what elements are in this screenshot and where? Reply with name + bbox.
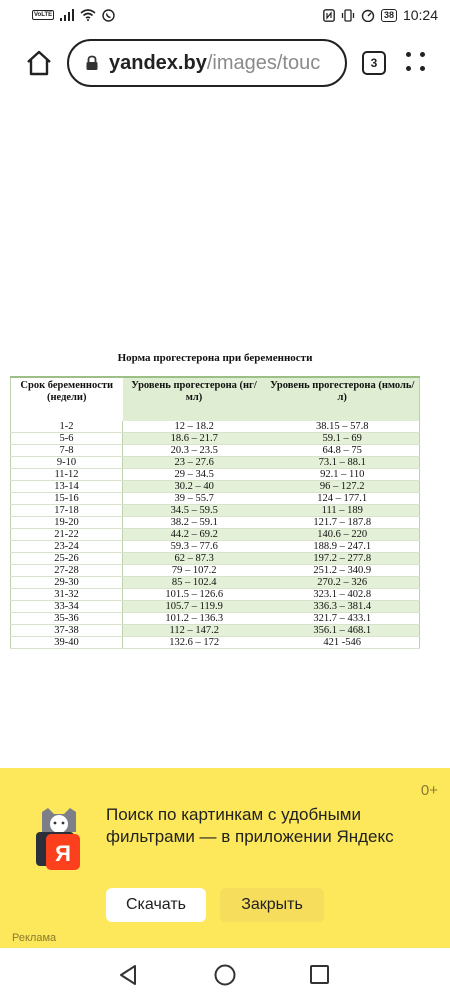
browser-toolbar bbox=[0, 30, 450, 96]
cell-nmol: 59.1 – 69 bbox=[265, 433, 419, 445]
header-nmol: Уровень прогестерона (нмоль/л) bbox=[265, 377, 419, 421]
cell-term: 23-24 bbox=[11, 541, 123, 553]
wifi-icon bbox=[80, 9, 96, 21]
url-path: /images/touc bbox=[206, 51, 321, 74]
table-row bbox=[11, 529, 420, 541]
table-row bbox=[11, 565, 420, 577]
cell-term: 13-14 bbox=[11, 481, 123, 493]
table-row bbox=[11, 601, 420, 613]
cell-ng: 112 – 147.2 bbox=[123, 625, 266, 637]
vibrate-icon bbox=[341, 9, 355, 22]
cell-ng: 29 – 34.5 bbox=[123, 469, 266, 481]
navigation-bar bbox=[0, 948, 450, 1000]
cell-nmol: 38.15 – 57.8 bbox=[265, 421, 419, 433]
cell-term: 9-10 bbox=[11, 457, 123, 469]
battery-icon: 38 bbox=[381, 9, 397, 22]
table-row bbox=[11, 541, 420, 553]
volte-indicator: VoLTE bbox=[34, 12, 53, 18]
cell-nmol: 73.1 – 88.1 bbox=[265, 457, 419, 469]
status-bar bbox=[0, 0, 450, 30]
table-body bbox=[11, 421, 420, 649]
cell-term: 5-6 bbox=[11, 433, 123, 445]
table-row bbox=[11, 505, 420, 517]
cell-ng: 34.5 – 59.5 bbox=[123, 505, 266, 517]
cell-ng: 23 – 27.6 bbox=[123, 457, 266, 469]
table-row bbox=[11, 637, 420, 649]
promo-message: Поиск по картинкам с удобными фильтрами — в приложении Яндекс bbox=[106, 805, 394, 846]
speed-icon bbox=[361, 9, 375, 22]
clock: 10:24 bbox=[402, 7, 438, 23]
cell-nmol: 124 – 177.1 bbox=[265, 493, 419, 505]
recent-apps-icon[interactable] bbox=[310, 965, 329, 984]
yandex-letter: Я bbox=[55, 841, 71, 866]
cell-nmol: 251.2 – 340.9 bbox=[265, 565, 419, 577]
cell-ng: 105.7 – 119.9 bbox=[123, 601, 266, 613]
download-button[interactable]: Скачать bbox=[106, 888, 206, 922]
table-row bbox=[11, 613, 420, 625]
table-row bbox=[11, 421, 420, 433]
table-row bbox=[11, 445, 420, 457]
cell-ng: 79 – 107.2 bbox=[123, 565, 266, 577]
cell-ng: 30.2 – 40 bbox=[123, 481, 266, 493]
cell-ng: 44.2 – 69.2 bbox=[123, 529, 266, 541]
cell-nmol: 321.7 – 433.1 bbox=[265, 613, 419, 625]
status-left bbox=[32, 9, 115, 22]
cell-nmol: 197.2 – 277.8 bbox=[265, 553, 419, 565]
cell-ng: 85 – 102.4 bbox=[123, 577, 266, 589]
cell-nmol: 140.6 – 220 bbox=[265, 529, 419, 541]
cell-term: 35-36 bbox=[11, 613, 123, 625]
cell-term: 39-40 bbox=[11, 637, 123, 649]
table-title: Норма прогестерона при беременности bbox=[117, 352, 313, 364]
ad-label: Реклама bbox=[12, 932, 57, 944]
cell-term: 19-20 bbox=[11, 517, 123, 529]
cell-nmol: 336.3 – 381.4 bbox=[265, 601, 419, 613]
cell-ng: 18.6 – 21.7 bbox=[123, 433, 266, 445]
cell-term: 21-22 bbox=[11, 529, 123, 541]
table-row bbox=[11, 457, 420, 469]
cell-ng: 59.3 – 77.6 bbox=[123, 541, 266, 553]
cell-nmol: 111 – 189 bbox=[265, 505, 419, 517]
table-row bbox=[11, 577, 420, 589]
cell-nmol: 64.8 – 75 bbox=[265, 445, 419, 457]
back-icon[interactable] bbox=[118, 964, 138, 986]
lock-icon bbox=[85, 55, 99, 71]
cell-term: 27-28 bbox=[11, 565, 123, 577]
cell-ng: 38.2 – 59.1 bbox=[123, 517, 266, 529]
cell-term: 15-16 bbox=[11, 493, 123, 505]
table-row bbox=[11, 493, 420, 505]
cell-ng: 101.2 – 136.3 bbox=[123, 613, 266, 625]
cell-nmol: 96 – 127.2 bbox=[265, 481, 419, 493]
table-row bbox=[11, 469, 420, 481]
cell-ng: 20.3 – 23.5 bbox=[123, 445, 266, 457]
age-rating: 0+ bbox=[420, 782, 438, 799]
app-promo-banner bbox=[0, 768, 450, 948]
status-right bbox=[323, 7, 438, 23]
home-icon[interactable] bbox=[24, 48, 54, 78]
cell-term: 37-38 bbox=[11, 625, 123, 637]
cell-ng: 12 – 18.2 bbox=[123, 421, 266, 433]
image-viewer[interactable] bbox=[0, 96, 450, 768]
table-row bbox=[11, 481, 420, 493]
tabs-button[interactable]: 3 bbox=[362, 51, 386, 75]
address-bar[interactable] bbox=[67, 39, 347, 87]
cell-term: 11-12 bbox=[11, 469, 123, 481]
cell-term: 7-8 bbox=[11, 445, 123, 457]
cell-term: 33-34 bbox=[11, 601, 123, 613]
header-term: Срок беременности (недели) bbox=[11, 377, 123, 421]
cell-ng: 101.5 – 126.6 bbox=[123, 589, 266, 601]
table-row bbox=[11, 517, 420, 529]
signal-icon bbox=[60, 9, 74, 21]
header-ng: Уровень прогестерона (нг/мл) bbox=[123, 377, 266, 421]
yandex-app-icon bbox=[34, 808, 84, 872]
cell-term: 29-30 bbox=[11, 577, 123, 589]
table-row bbox=[11, 433, 420, 445]
table-row bbox=[11, 589, 420, 601]
home-circle-icon[interactable] bbox=[214, 964, 236, 986]
cell-nmol: 323.1 – 402.8 bbox=[265, 589, 419, 601]
cell-nmol: 121.7 – 187.8 bbox=[265, 517, 419, 529]
cell-term: 31-32 bbox=[11, 589, 123, 601]
cell-nmol: 270.2 – 326 bbox=[265, 577, 419, 589]
cell-nmol: 421 -546 bbox=[265, 637, 419, 649]
cell-nmol: 356.1 – 468.1 bbox=[265, 625, 419, 637]
cell-ng: 62 – 87.3 bbox=[123, 553, 266, 565]
cell-term: 25-26 bbox=[11, 553, 123, 565]
cell-ng: 39 – 55.7 bbox=[123, 493, 266, 505]
nfc-icon bbox=[323, 9, 335, 22]
table-header-row bbox=[11, 377, 420, 421]
table-row bbox=[11, 553, 420, 565]
cell-term: 17-18 bbox=[11, 505, 123, 517]
progesterone-table bbox=[10, 376, 420, 649]
table-row bbox=[11, 625, 420, 637]
url-host: yandex.by bbox=[109, 51, 207, 74]
close-button[interactable]: Закрыть bbox=[220, 888, 324, 922]
cell-ng: 132.6 – 172 bbox=[123, 637, 266, 649]
menu-dots-icon[interactable] bbox=[404, 50, 428, 74]
cell-term: 1-2 bbox=[11, 421, 123, 433]
cell-nmol: 92.1 – 110 bbox=[265, 469, 419, 481]
viber-icon bbox=[102, 9, 115, 22]
cell-nmol: 188.9 – 247.1 bbox=[265, 541, 419, 553]
